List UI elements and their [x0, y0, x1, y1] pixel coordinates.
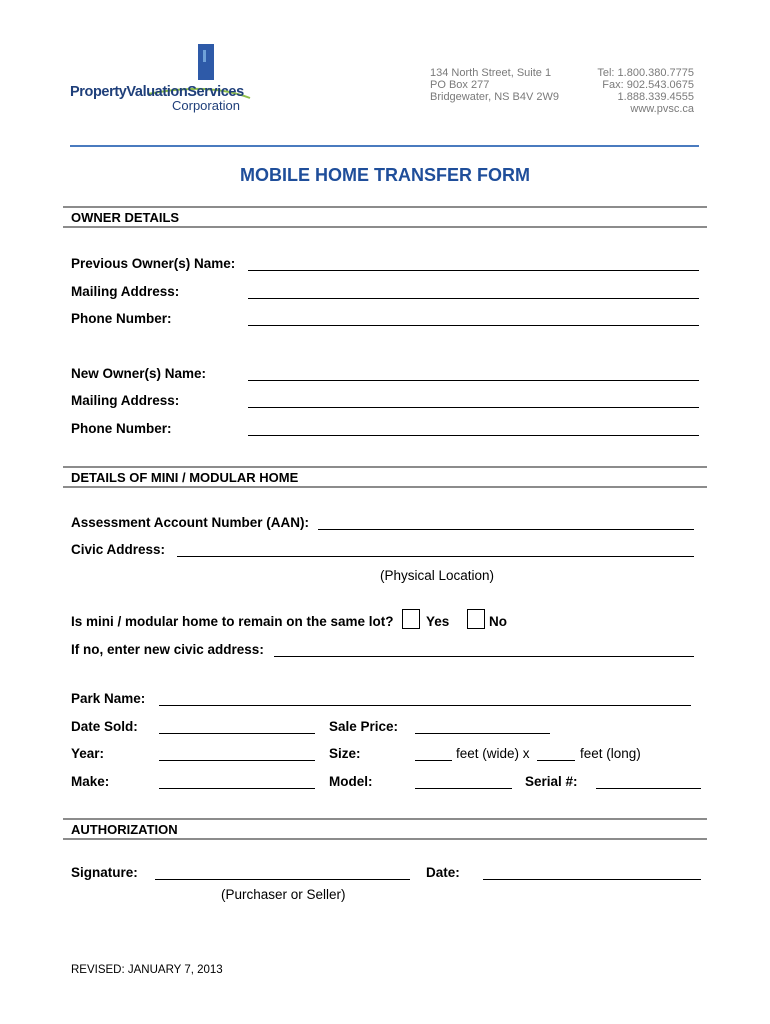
model-field[interactable] [415, 788, 512, 789]
sale-price-field[interactable] [415, 733, 550, 734]
no-checkbox[interactable] [467, 609, 485, 629]
pvsc-logo [68, 42, 258, 114]
address-block [430, 67, 559, 103]
divider [63, 818, 707, 820]
year-label: Year: [71, 746, 105, 761]
divider [63, 226, 707, 228]
contact-block [597, 67, 694, 115]
model-label: Model: [329, 774, 373, 789]
serial-label: Serial #: [525, 774, 578, 789]
previous-owner-label: Previous Owner(s) Name: [71, 256, 236, 271]
serial-field[interactable] [596, 788, 701, 789]
date-field[interactable] [483, 879, 701, 880]
new-owner-field[interactable] [248, 380, 699, 381]
date-sold-field[interactable] [159, 733, 315, 734]
auth-section-header [63, 818, 707, 840]
new-phone-field[interactable] [248, 435, 699, 436]
size-long-text: feet (long) [580, 746, 641, 761]
civic-address-field[interactable] [177, 556, 694, 557]
size-label: Size: [329, 746, 361, 761]
address-line: Bridgewater, NS B4V 2W9 [430, 91, 560, 103]
signature-field[interactable] [155, 879, 410, 880]
new-mailing-address-field[interactable] [248, 407, 699, 408]
phone-number-label: Phone Number: [71, 421, 172, 436]
mailing-address-label: Mailing Address: [71, 393, 180, 408]
civic-address-label: Civic Address: [71, 542, 166, 557]
previous-mailing-address-field[interactable] [248, 298, 699, 299]
same-lot-question: Is mini / modular home to remain on the same lot? [71, 614, 394, 629]
park-name-field[interactable] [159, 705, 691, 706]
new-civic-address-label: If no, enter new civic address: [71, 642, 264, 657]
divider [63, 206, 707, 208]
logo-text-secondary: Corporation [172, 98, 240, 113]
yes-checkbox[interactable] [402, 609, 420, 629]
divider [63, 838, 707, 840]
make-field[interactable] [159, 788, 315, 789]
previous-phone-field[interactable] [248, 325, 699, 326]
form-title: MOBILE HOME TRANSFER FORM [240, 165, 530, 185]
aan-field[interactable] [318, 529, 694, 530]
website-text: www.pvsc.ca [630, 103, 694, 115]
aan-label: Assessment Account Number (AAN): [71, 515, 310, 530]
auth-section-title: AUTHORIZATION [71, 822, 178, 837]
date-sold-label: Date Sold: [71, 719, 138, 734]
size-wide-field[interactable] [415, 760, 452, 761]
previous-owner-field[interactable] [248, 270, 699, 271]
divider [63, 486, 707, 488]
owner-section-header [63, 206, 707, 228]
year-field[interactable] [159, 760, 315, 761]
new-owner-label: New Owner(s) Name: [71, 366, 207, 381]
home-section-title: DETAILS OF MINI / MODULAR HOME [71, 470, 299, 485]
signature-note: (Purchaser or Seller) [221, 887, 346, 902]
header-rule [70, 145, 699, 147]
size-wide-text: feet (wide) x [456, 746, 530, 761]
make-label: Make: [71, 774, 110, 789]
fax-text: Fax: 902.543.0675 [602, 79, 694, 91]
sale-price-label: Sale Price: [329, 719, 399, 734]
yes-label: Yes [426, 614, 450, 629]
new-civic-address-field[interactable] [274, 656, 694, 657]
phone-number-label: Phone Number: [71, 311, 172, 326]
size-long-field[interactable] [537, 760, 575, 761]
date-label: Date: [426, 865, 460, 880]
signature-label: Signature: [71, 865, 138, 880]
address-line: 134 North Street, Suite 1 [430, 67, 552, 79]
home-section-header [63, 466, 707, 488]
divider [63, 466, 707, 468]
tollfree-text: 1.888.339.4555 [617, 91, 694, 103]
civic-address-note: (Physical Location) [380, 568, 495, 583]
phone-text: Tel: 1.800.380.7775 [597, 67, 694, 79]
revised-date: REVISED: JANUARY 7, 2013 [71, 964, 223, 976]
logo-text-primary: PropertyValuationServices [70, 84, 244, 100]
address-line: PO Box 277 [430, 79, 490, 91]
owner-section-title: OWNER DETAILS [71, 210, 180, 225]
mailing-address-label: Mailing Address: [71, 284, 180, 299]
park-name-label: Park Name: [71, 691, 146, 706]
no-label: No [489, 614, 507, 629]
